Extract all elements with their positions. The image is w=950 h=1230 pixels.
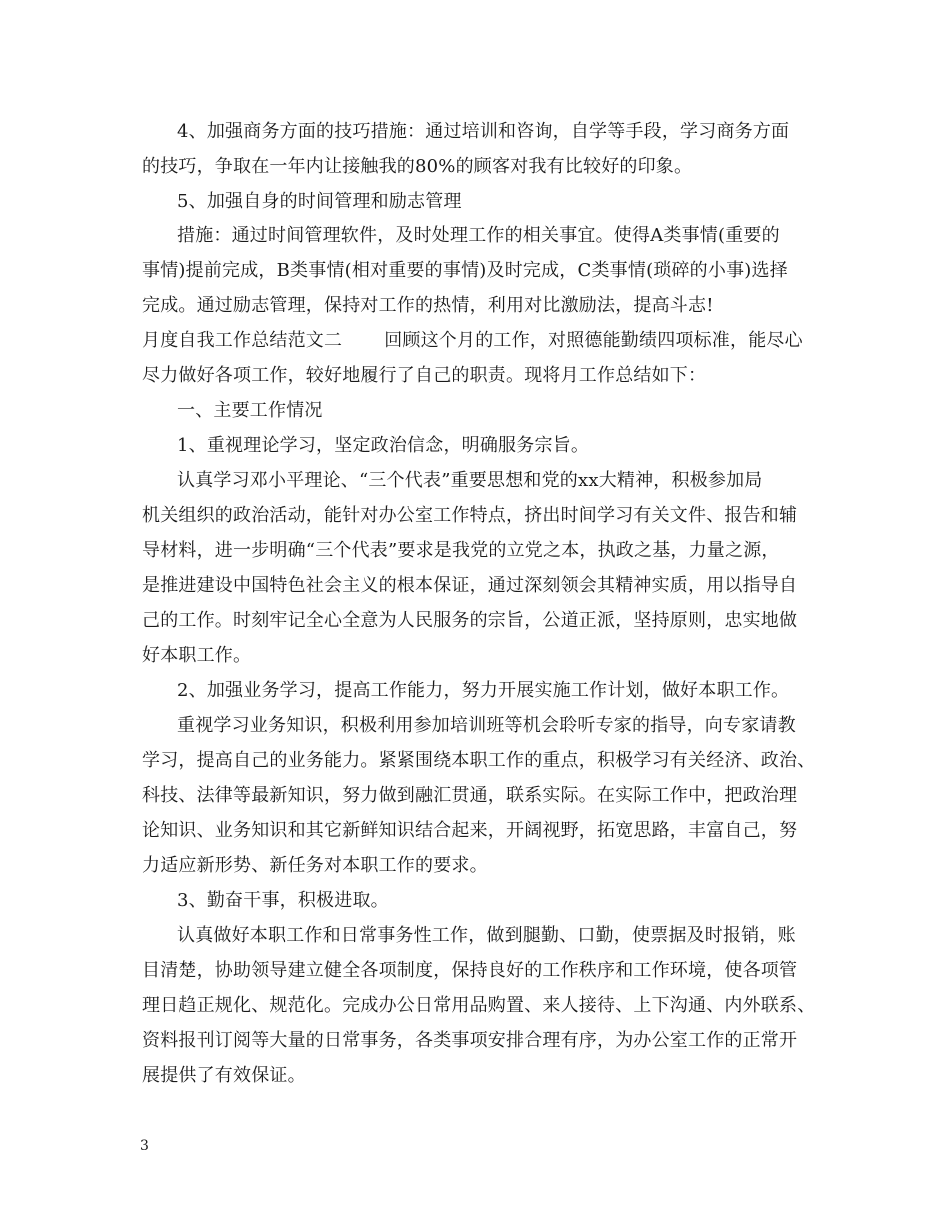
paragraph-line: 机关组织的政治活动，能针对办公室工作特点，挤出时间学习有关文件、报告和辅 bbox=[142, 505, 798, 526]
paragraph-line: 资料报刊订阅等大量的日常事务，各类事项安排合理有序，为办公室工作的正常开 bbox=[142, 1030, 798, 1051]
paragraph-line: 重视学习业务知识，积极利用参加培训班等机会聆听专家的指导，向专家请教 bbox=[177, 715, 796, 736]
paragraph-line: 事情)提前完成，B类事情(相对重要的事情)及时完成，C类事情(琐碎的小事)选择 bbox=[142, 260, 788, 281]
paragraph-heading: 3、勤奋干事，积极进取。 bbox=[177, 890, 389, 911]
paragraph-line: 的技巧，争取在一年内让接触我的80%的顾客对我有比较好的印象。 bbox=[142, 156, 693, 177]
paragraph-line: 好本职工作。 bbox=[142, 645, 252, 666]
paragraph-line: 学习，提高自己的业务能力。紧紧围绕本职工作的重点，积极学习有关经济、政治、 bbox=[142, 750, 816, 771]
paragraph-line: 完成。通过励志管理，保持对工作的热情，利用对比激励法，提高斗志! bbox=[142, 295, 714, 316]
paragraph-line: 认真学习邓小平理论、“三个代表”重要思想和党的xx大精神，积极参加局 bbox=[177, 470, 763, 491]
page-number: 3 bbox=[140, 1138, 149, 1154]
paragraph-line: 认真做好本职工作和日常事务性工作，做到腿勤、口勤，使票据及时报销，账 bbox=[177, 925, 796, 946]
paragraph-heading: 一、主要工作情况 bbox=[177, 400, 323, 421]
paragraph-line: 理日趋正规化、规范化。完成办公日常用品购置、来人接待、上下沟通、内外联系、 bbox=[142, 995, 816, 1016]
paragraph-line: 尽力做好各项工作，较好地履行了自己的职责。现将月工作总结如下： bbox=[142, 365, 707, 386]
section-title: 月度自我工作总结范文二 bbox=[142, 330, 343, 351]
paragraph-line: 导材料，进一步明确“三个代表”要求是我党的立党之本，执政之基，力量之源， bbox=[142, 540, 780, 561]
paragraph-line: 回顾这个月的工作，对照德能勤绩四项标准，能尽心 bbox=[384, 330, 803, 351]
paragraph-heading: 1、重视理论学习，坚定政治信念，明确服务宗旨。 bbox=[177, 435, 590, 456]
section-title-line bbox=[142, 331, 803, 351]
paragraph-line: 是推进建设中国特色社会主义的根本保证，通过深刻领会其精神实质，用以指导自 bbox=[142, 575, 798, 596]
paragraph-heading: 5、加强自身的时间管理和励志管理 bbox=[177, 191, 462, 212]
paragraph-line: 科技、法律等最新知识，努力做到融汇贯通，联系实际。在实际工作中，把政治理 bbox=[142, 785, 798, 806]
paragraph-line: 目清楚，协助领导建立健全各项制度，保持良好的工作秩序和工作环境，使各项管 bbox=[142, 960, 798, 981]
paragraph-line: 力适应新形势、新任务对本职工作的要求。 bbox=[142, 855, 488, 876]
paragraph-line: 4、加强商务方面的技巧措施：通过培训和咨询，自学等手段，学习商务方面 bbox=[177, 121, 790, 142]
paragraph-line: 展提供了有效保证。 bbox=[142, 1065, 306, 1086]
paragraph-line: 论知识、业务知识和其它新鲜知识结合起来，开阔视野，拓宽思路，丰富自己，努 bbox=[142, 820, 798, 841]
paragraph-line: 己的工作。时刻牢记全心全意为人民服务的宗旨，公道正派，坚持原则，忠实地做 bbox=[142, 610, 798, 631]
paragraph-line: 措施：通过时间管理软件，及时处理工作的相关事宜。使得A类事情(重要的 bbox=[177, 225, 780, 246]
paragraph-heading: 2、加强业务学习，提高工作能力，努力开展实施工作计划，做好本职工作。 bbox=[177, 680, 790, 701]
